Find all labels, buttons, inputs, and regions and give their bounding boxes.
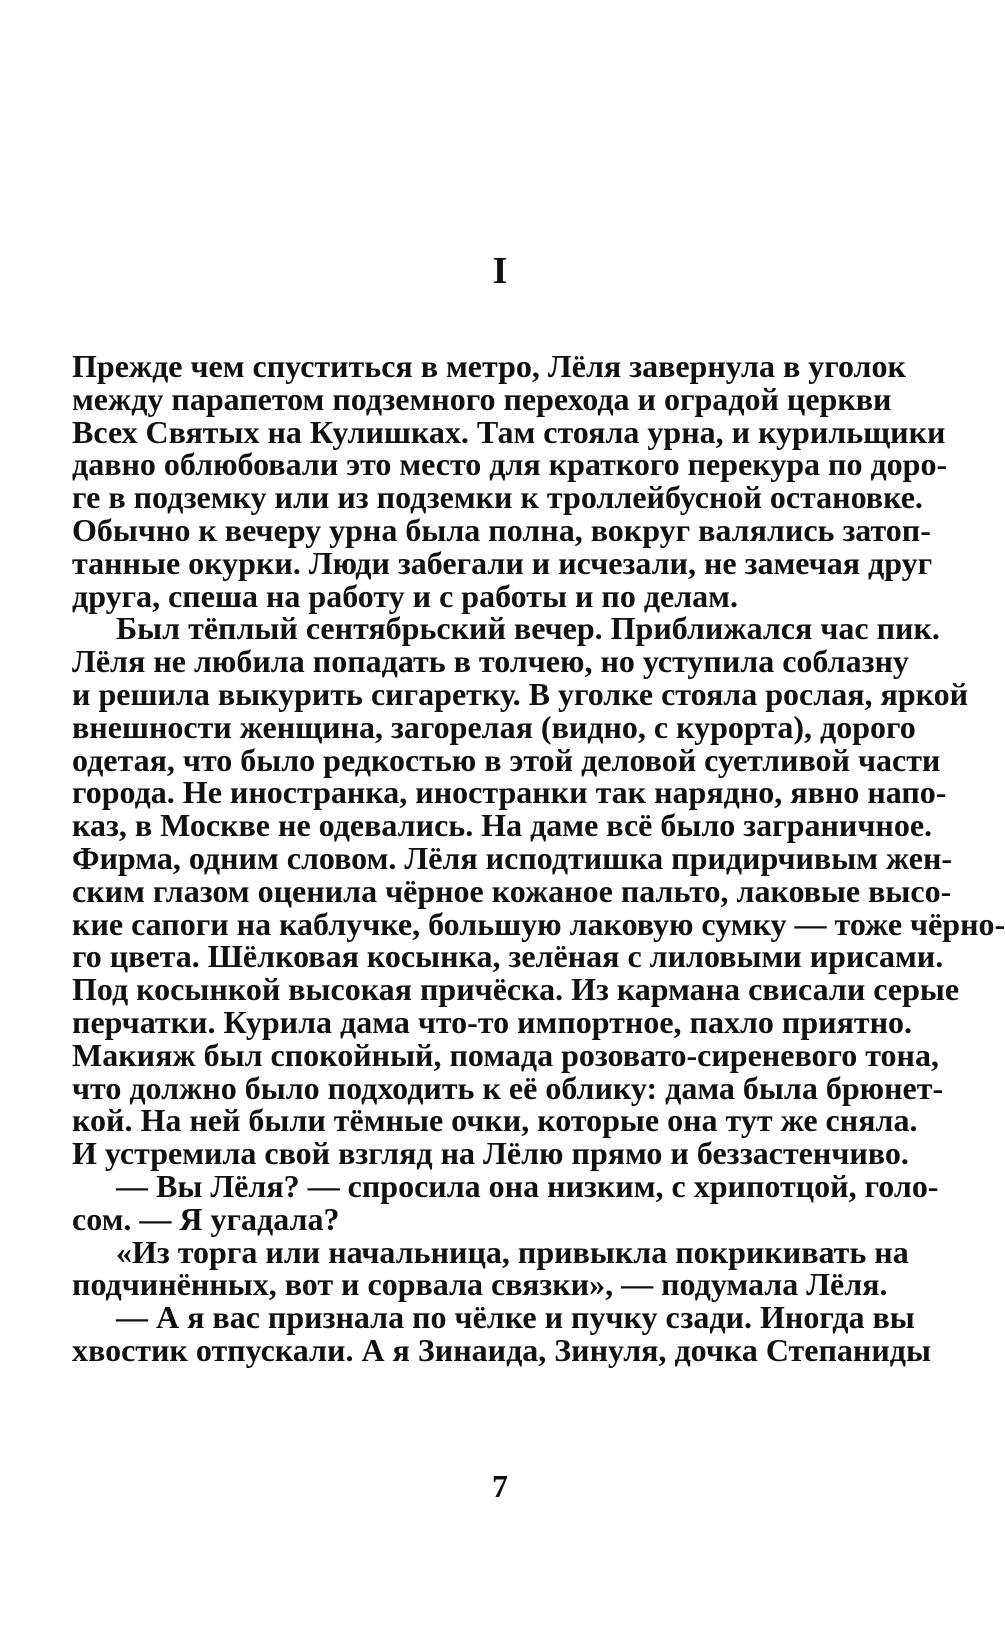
chapter-number: I: [492, 250, 508, 292]
body-text: [72, 348, 1005, 1368]
text-line: И устремила свой взгляд на Лёлю прямо и беззастенчиво.: [72, 1135, 909, 1172]
text-line: перчатки. Курила дама что-то импортное, пахло приятно.: [72, 1003, 913, 1040]
text-line: между парапетом подземного перехода и оградой церкви: [72, 380, 892, 417]
text-line: танные окурки. Люди забегали и исчезали, не замечая друг: [72, 544, 933, 581]
page-number: 7: [492, 1468, 508, 1504]
text-line: каз, в Москве не одевались. На даме всё было заграничное.: [72, 807, 933, 844]
text-line: и решила выкурить сигаретку. В уголке стояла рослая, яркой: [72, 675, 969, 712]
text-line: ге в подземку или из подземки к троллейбусной остановке.: [72, 479, 923, 516]
text-line: кой. На ней были тёмные очки, которые она тут же сняла.: [72, 1102, 918, 1139]
text-line: «Из торга или начальница, привыкла покрикивать на: [116, 1233, 909, 1270]
text-line: Всех Святых на Кулишках. Там стояла урна, и курильщики: [72, 413, 946, 450]
text-line: кие сапоги на каблучке, большую лаковую сумку — тоже чёрно-: [72, 905, 1005, 942]
text-line: Лёля не любила попадать в толчею, но уступила соблазну: [72, 643, 909, 680]
text-line: го цвета. Шёлковая косынка, зелёная с лиловыми ирисами.: [72, 938, 944, 975]
text-line: друга, спеша на работу и с работы и по делам.: [72, 577, 738, 614]
text-line: хвостик отпускали. А я Зинаида, Зинуля, дочка Степаниды: [72, 1331, 931, 1368]
text-line: давно облюбовали это место для краткого перекура по доро-: [72, 446, 948, 483]
text-line: сом. — Я угадала?: [72, 1200, 340, 1237]
text-line: Был тёплый сентябрьский вечер. Приближался час пик.: [116, 610, 940, 647]
text-line: Под косынкой высокая причёска. Из кармана свисали серые: [72, 971, 960, 1008]
text-line: Фирма, одним словом. Лёля исподтишка придирчивым жен-: [72, 839, 953, 876]
text-line: внешности женщина, загорелая (видно, с курорта), дорого: [72, 708, 916, 745]
text-line: — А я вас признала по чёлке и пучку сзади. Иногда вы: [116, 1299, 915, 1336]
text-line: что должно было подходить к её облику: дама была брюнет-: [72, 1069, 944, 1106]
text-line: Обычно к вечеру урна была полна, вокруг валялись затоп-: [72, 511, 931, 548]
text-line: одетая, что было редкостью в этой деловой суетливой части: [72, 741, 941, 778]
text-line: — Вы Лёля? — спросила она низким, с хрипотцой, голо-: [116, 1167, 939, 1204]
text-line: Макияж был спокойный, помада розовато-сиреневого тона,: [72, 1036, 939, 1073]
text-line: подчинённых, вот и сорвала связки», — подумала Лёля.: [72, 1266, 888, 1303]
text-line: города. Не иностранка, иностранки так нарядно, явно напо-: [72, 774, 947, 811]
text-line: ским глазом оценила чёрное кожаное пальто, лаковые высо-: [72, 872, 952, 909]
text-line: Прежде чем спуститься в метро, Лёля завернула в уголок: [72, 348, 906, 384]
